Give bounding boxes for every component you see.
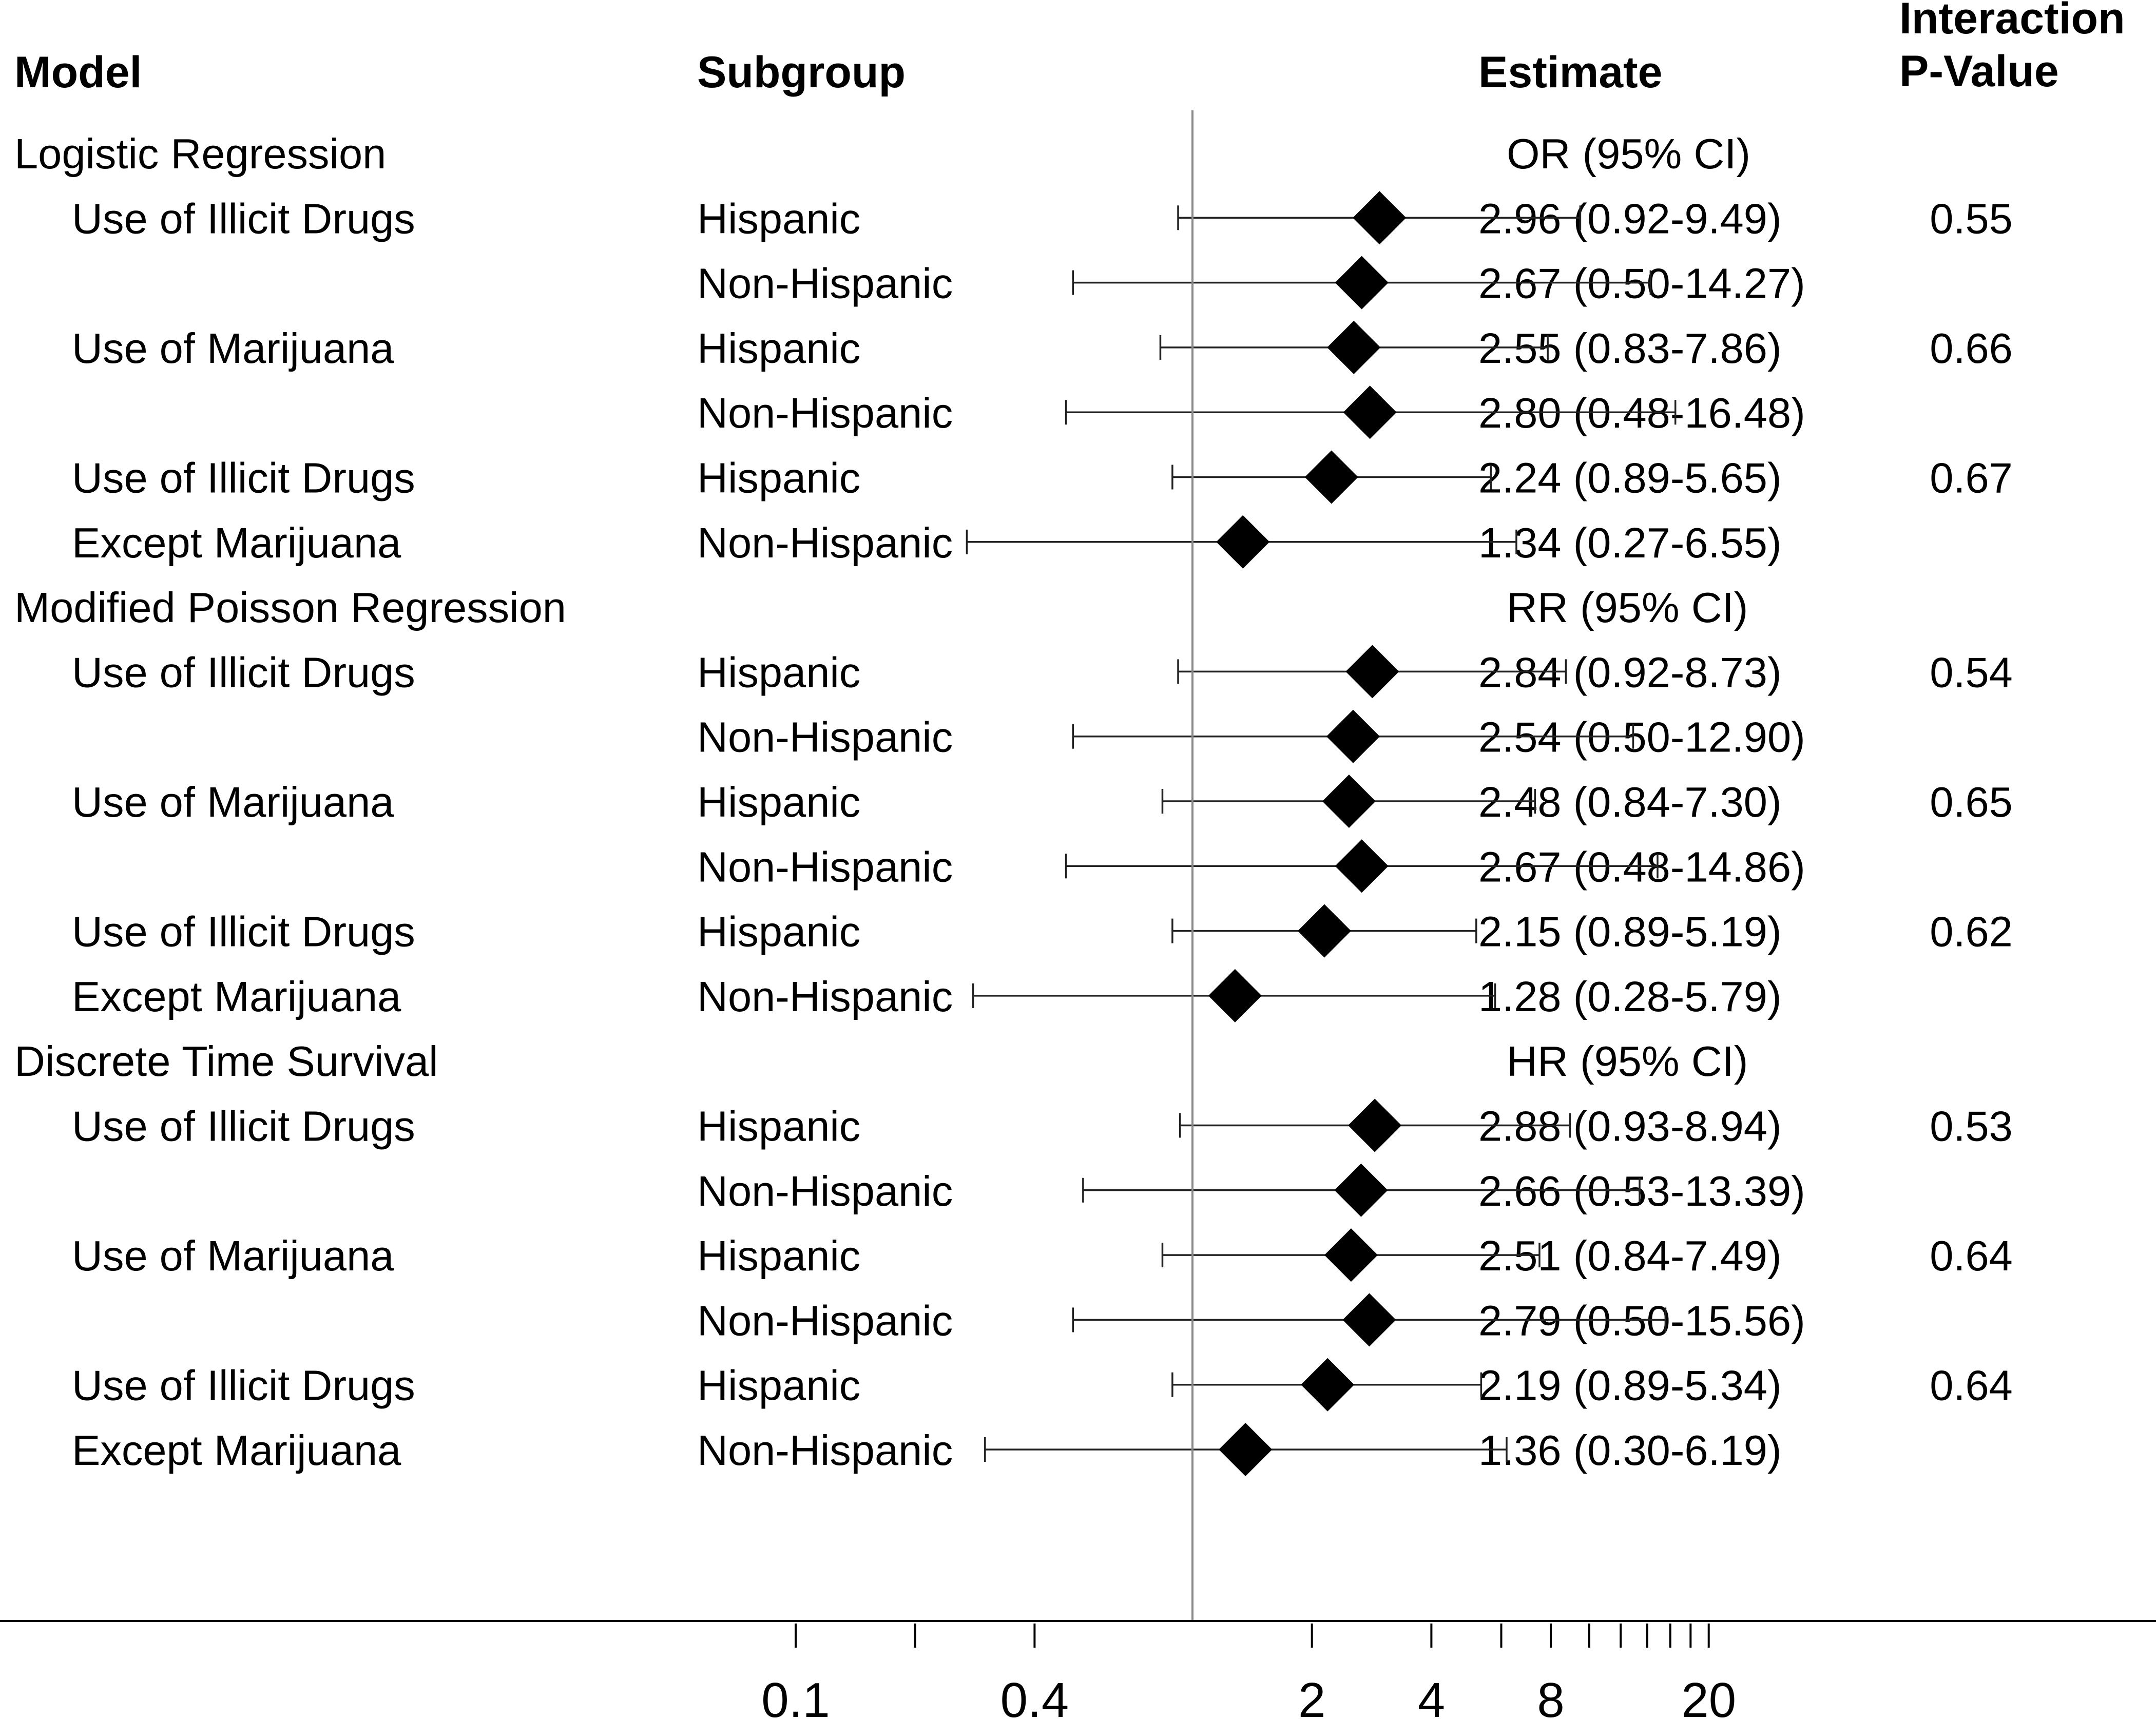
interaction-p-value: 0.55 [1930, 195, 2013, 243]
point-estimate-diamond [1208, 969, 1262, 1022]
model-label: Except Marijuana [72, 518, 401, 567]
interaction-p-value: 0.67 [1930, 454, 2013, 502]
point-estimate-diamond [1345, 645, 1399, 698]
estimate-ci-text: 1.28 (0.28-5.79) [1478, 972, 1782, 1020]
estimate-type-label: HR (95% CI) [1507, 1037, 1748, 1086]
point-estimate-diamond [1348, 1099, 1401, 1152]
estimate-ci-text: 2.15 (0.89-5.19) [1478, 907, 1782, 956]
subgroup-label: Non-Hispanic [697, 259, 953, 307]
subgroup-label: Non-Hispanic [697, 1297, 953, 1345]
subgroup-label: Hispanic [697, 907, 861, 956]
point-estimate-diamond [1335, 839, 1389, 893]
model-label: Use of Illicit Drugs [72, 907, 415, 956]
point-estimate-diamond [1305, 451, 1358, 504]
subgroup-label: Hispanic [697, 1102, 861, 1150]
model-label: Use of Illicit Drugs [72, 1361, 415, 1409]
estimate-ci-text: 2.54 (0.50-12.90) [1478, 713, 1805, 761]
header-pvalue-line1: Interaction [1899, 0, 2125, 43]
estimate-ci-text: 2.67 (0.50-14.27) [1478, 259, 1805, 307]
point-estimate-diamond [1301, 1358, 1354, 1412]
x-tick-label: 4 [1417, 1673, 1446, 1719]
estimate-type-label: RR (95% CI) [1507, 584, 1748, 632]
point-estimate-diamond [1219, 1423, 1272, 1476]
subgroup-label: Hispanic [697, 778, 861, 826]
subgroup-label: Hispanic [697, 324, 861, 372]
section-title: Modified Poisson Regression [14, 584, 566, 632]
point-estimate-diamond [1342, 1293, 1396, 1346]
model-label: Use of Illicit Drugs [72, 648, 415, 697]
estimate-type-label: OR (95% CI) [1507, 130, 1751, 178]
interaction-p-value: 0.64 [1930, 1361, 2013, 1409]
header-model: Model [14, 48, 142, 97]
x-tick-label: 0.4 [1000, 1673, 1069, 1719]
estimate-ci-text: 2.24 (0.89-5.65) [1478, 454, 1782, 502]
interaction-p-value: 0.53 [1930, 1102, 2013, 1150]
subgroup-label: Non-Hispanic [697, 1426, 953, 1474]
estimate-ci-text: 2.19 (0.89-5.34) [1478, 1361, 1782, 1409]
model-label: Except Marijuana [72, 972, 401, 1020]
interaction-p-value: 0.62 [1930, 907, 2013, 956]
interaction-p-value: 0.65 [1930, 778, 2013, 826]
subgroup-label: Non-Hispanic [697, 518, 953, 567]
point-estimate-diamond [1327, 321, 1380, 374]
x-tick-label: 2 [1298, 1673, 1326, 1719]
subgroup-label: Hispanic [697, 1232, 861, 1280]
estimate-ci-text: 2.80 (0.48-16.48) [1478, 389, 1805, 437]
interaction-p-value: 0.54 [1930, 648, 2013, 697]
subgroup-label: Non-Hispanic [697, 972, 953, 1020]
estimate-ci-text: 2.66 (0.53-13.39) [1478, 1167, 1805, 1215]
subgroup-label: Non-Hispanic [697, 713, 953, 761]
x-tick-label: 20 [1681, 1673, 1737, 1719]
interaction-p-value: 0.66 [1930, 324, 2013, 372]
estimate-ci-text: 1.34 (0.27-6.55) [1478, 518, 1782, 567]
interaction-p-value: 0.64 [1930, 1232, 2013, 1280]
model-label: Use of Marijuana [72, 1232, 394, 1280]
header-estimate: Estimate [1478, 48, 1663, 97]
subgroup-label: Hispanic [697, 195, 861, 243]
estimate-ci-text: 2.96 (0.92-9.49) [1478, 195, 1782, 243]
estimate-ci-text: 2.67 (0.48-14.86) [1478, 843, 1805, 891]
estimate-ci-text: 2.48 (0.84-7.30) [1478, 778, 1782, 826]
subgroup-label: Hispanic [697, 1361, 861, 1409]
estimate-ci-text: 2.88 (0.93-8.94) [1478, 1102, 1782, 1150]
point-estimate-diamond [1326, 710, 1380, 763]
model-label: Except Marijuana [72, 1426, 401, 1474]
model-label: Use of Illicit Drugs [72, 454, 415, 502]
point-estimate-diamond [1298, 904, 1351, 958]
x-tick-label: 8 [1537, 1673, 1565, 1719]
point-estimate-diamond [1335, 256, 1389, 310]
header-subgroup: Subgroup [697, 48, 906, 97]
subgroup-label: Non-Hispanic [697, 1167, 953, 1215]
estimate-ci-text: 2.79 (0.50-15.56) [1478, 1297, 1805, 1345]
subgroup-label: Non-Hispanic [697, 389, 953, 437]
model-label: Use of Marijuana [72, 324, 394, 372]
section-title: Logistic Regression [14, 130, 387, 178]
point-estimate-diamond [1334, 1164, 1388, 1217]
estimate-ci-text: 2.51 (0.84-7.49) [1478, 1232, 1782, 1280]
model-label: Use of Illicit Drugs [72, 195, 415, 243]
point-estimate-diamond [1343, 385, 1397, 439]
subgroup-label: Hispanic [697, 454, 861, 502]
estimate-ci-text: 1.36 (0.30-6.19) [1478, 1426, 1782, 1474]
x-tick-label: 0.1 [761, 1673, 830, 1719]
section-title: Discrete Time Survival [14, 1037, 438, 1086]
subgroup-label: Non-Hispanic [697, 843, 953, 891]
point-estimate-diamond [1324, 1228, 1378, 1282]
model-label: Use of Illicit Drugs [72, 1102, 415, 1150]
point-estimate-diamond [1216, 515, 1269, 569]
estimate-ci-text: 2.84 (0.92-8.73) [1478, 648, 1782, 697]
header-pvalue-line2: P-Value [1899, 47, 2059, 96]
model-label: Use of Marijuana [72, 778, 394, 826]
subgroup-label: Hispanic [697, 648, 861, 697]
point-estimate-diamond [1322, 775, 1376, 828]
estimate-ci-text: 2.55 (0.83-7.86) [1478, 324, 1782, 372]
point-estimate-diamond [1353, 191, 1406, 244]
